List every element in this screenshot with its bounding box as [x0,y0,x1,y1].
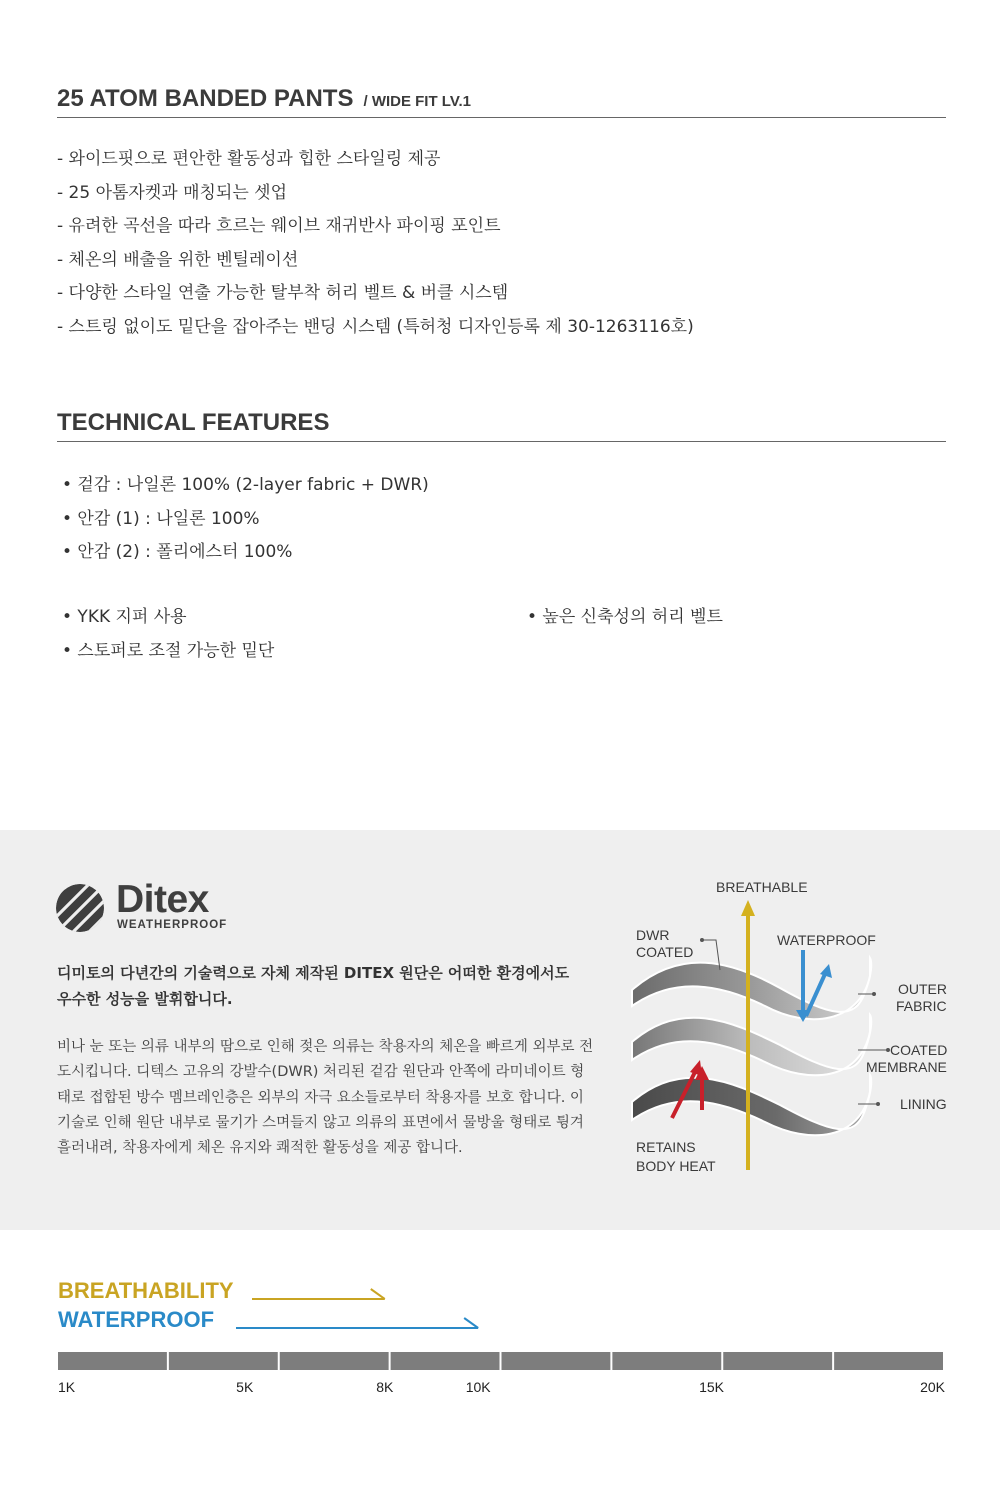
product-title [57,84,946,118]
ditex-lead: 디미토의 다년간의 기술력으로 자체 제작된 DITEX 원단은 어떠한 환경에서도 우수한 성능을 발휘합니다. [57,964,570,1008]
scale-segment [280,1352,389,1370]
label-dwr: DWR [636,927,670,943]
label-retains: RETAINS [636,1139,696,1155]
product-description-list [57,143,694,344]
lining-layer [632,1075,871,1135]
outer-fabric-layer [632,958,871,1019]
scale-tick-label: 5K [236,1379,254,1395]
scale-segment [58,1352,167,1370]
scale-segment [834,1352,943,1370]
scale-segment [169,1352,278,1370]
features-list-right [527,601,723,635]
scale-segment [502,1352,611,1370]
ditex-logo-sub: WEATHERPROOF [117,919,228,931]
label-outer: OUTER [898,981,947,997]
scale-tick-label: 1K [58,1379,76,1395]
ditex-logo-name: Ditex [116,878,209,921]
waterproof-arrow-arrowhead-icon [464,1318,478,1328]
scale-tick-label: 20K [920,1379,945,1395]
waterproof-label: WATERPROOF [58,1307,215,1332]
fabric-layer-diagram [620,870,990,1190]
label-coated: COATED [636,944,694,960]
scale-tick-label: 15K [699,1379,725,1395]
label-coated-membrane-2: MEMBRANE [866,1059,947,1075]
scale-segment [391,1352,500,1370]
scale-tick-label: 8K [376,1379,394,1395]
feature-item: • 스토퍼로 조절 가능한 밑단 [62,640,275,661]
feature-item: • YKK 지퍼 사용 [62,607,187,627]
scale-tick-label: 10K [465,1379,491,1395]
performance-scale [0,1270,1000,1410]
material-item: • 안감 (1) : 나일론 100% [62,508,260,529]
scale-segment [612,1352,721,1370]
breathability-arrow-arrowhead-icon [371,1289,385,1299]
material-item: • 겉감 : 나일론 100% (2-layer fabric + DWR) [62,475,429,495]
description-item: - 유려한 곡선을 따라 흐르는 웨이브 재귀반사 파이핑 포인트 [57,216,501,236]
features-list-left [62,601,274,668]
membrane-layer [632,1015,871,1075]
scale-segment [723,1352,832,1370]
description-item: - 와이드핏으로 편안한 활동성과 힙한 스타일링 제공 [57,149,441,169]
description-item: - 체온의 배출을 위한 벤틸레이션 [57,249,299,270]
product-name: 25 ATOM BANDED PANTS [57,85,354,112]
ditex-body: 비나 눈 또는 의류 내부의 땀으로 인해 젖은 의류는 착용자의 체온을 빠르게 외부로 전도시킵니다. 디텍스 고유의 강발수(DWR) 처리된 겉감 원단과 안쪽에 라미네이트 형태로 접합된 방수 멤브레인층은 외부의 자극 요소들로부터 착용자를 보호 합니다. 이 기술로 인해 원단 내부로 물기가 스며들지 않고 의류의 표면에서 물방울 형태로 튕겨 흘러내려, 착용자에게 체온 유지와 쾌적한 활동성을 제공 합니다. [57,1039,594,1157]
label-coated-membrane-1: COATED [890,1042,948,1058]
breathability-label: BREATHABILITY [58,1278,234,1303]
material-item: • 안감 (2) : 폴리에스터 100% [62,542,293,562]
technical-features-title: TECHNICAL FEATURES [57,408,946,442]
product-fit: / WIDE FIT LV.1 [363,93,471,110]
label-fabric: FABRIC [896,998,947,1014]
label-waterproof: WATERPROOF [777,932,876,948]
label-breathable: BREATHABLE [716,879,808,895]
waterproof-arrow-icon [820,964,832,978]
breathable-arrow-icon [741,900,755,916]
feature-item: • 높은 신축성의 허리 벨트 [527,607,723,627]
materials-list [62,469,429,570]
description-item: - 다양한 스타일 연출 가능한 탈부착 허리 벨트 & 버클 시스템 [57,283,509,303]
label-body-heat: BODY HEAT [636,1158,716,1174]
description-item: - 스트링 없이도 밑단을 잡아주는 밴딩 시스템 (특허청 디자인등록 제 30-1263116호) [57,316,694,337]
label-lining: LINING [900,1096,947,1112]
description-item: - 25 아톰자켓과 매칭되는 셋업 [57,182,288,203]
